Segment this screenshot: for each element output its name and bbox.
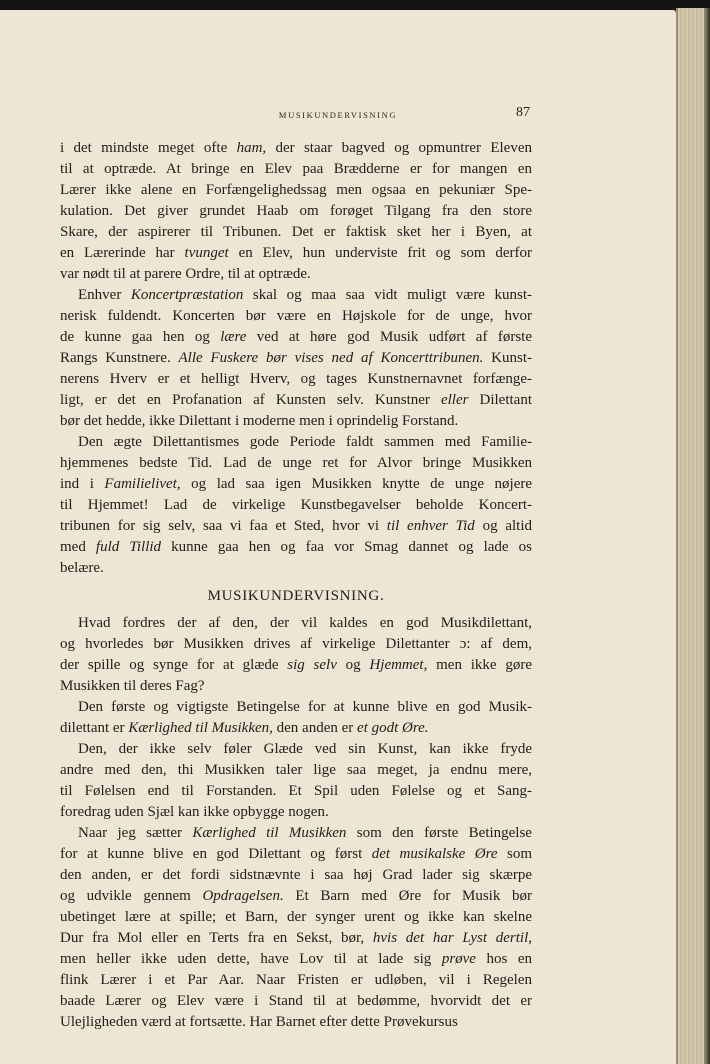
text-run: ligt, er det en Profanation af Kunsten selv. Kunstner	[60, 392, 441, 408]
italic-run: et godt Øre.	[357, 720, 429, 736]
text-run: dilettant er	[60, 720, 129, 736]
paragraph	[60, 739, 532, 823]
text-run: Naar jeg sætter	[78, 825, 193, 841]
text-run: og altid	[474, 518, 532, 534]
text-line	[60, 949, 532, 970]
text-line	[60, 411, 532, 432]
text-run: ubetinget lære at spille; et Barn, der synger urent og ikke kan skelne	[60, 909, 532, 925]
text-line	[60, 781, 532, 802]
text-run: med	[60, 539, 96, 555]
text-run: for at kunne blive en god Dilettant og først	[60, 846, 372, 862]
text-run: til Følelsen end til Forstanden. Et Spil uden Følelse og et Sang-	[60, 783, 532, 799]
text-run: hjemmenes bedste Tid. Lad de unge ret for Alvor bringe Musikken	[60, 455, 532, 471]
text-run: var nødt til at parere Ordre, til at optræde.	[60, 266, 311, 282]
text-run: Dur fra Mol eller en Terts fra en Sekst, bør,	[60, 930, 373, 946]
italic-run: ham,	[236, 140, 267, 156]
text-run: ved at høre god Musik udført af første	[246, 329, 532, 345]
page-number: 87	[516, 105, 530, 120]
body-text	[60, 138, 532, 1033]
text-run: ind i	[60, 476, 105, 492]
text-line	[60, 865, 532, 886]
text-run: og	[336, 657, 370, 673]
text-line	[60, 760, 532, 781]
text-run: men heller ikke uden dette, have Lov til at lade sig	[60, 951, 442, 967]
text-line	[60, 537, 532, 558]
italic-run: eller	[440, 392, 469, 408]
italic-run: sig selv	[287, 657, 337, 673]
text-run: nerisk fuldendt. Koncerten bør være en Højskole for de unge, hvor	[60, 308, 532, 324]
text-run: der staar bagved og opmuntrer Eleven	[266, 140, 532, 156]
text-line	[60, 634, 532, 655]
text-run: Dilettant	[468, 392, 532, 408]
text-run: som den første Betingelse	[346, 825, 532, 841]
text-line	[60, 613, 532, 634]
text-run: der spille og synge for at glæde	[60, 657, 288, 673]
text-run: Skare, der aspirerer til Tribunen. Det er faktisk sket her i Byen, at	[60, 224, 532, 240]
text-line	[60, 180, 532, 201]
text-run: foredrag uden Sjæl kan ikke opbygge nogen.	[60, 804, 329, 820]
text-line	[60, 739, 532, 760]
book-page-edges	[676, 8, 710, 1064]
text-line	[60, 655, 532, 676]
text-run: til at optræde. At bringe en Elev paa Brædderne er for mangen en	[60, 161, 532, 177]
text-run: hos en	[475, 951, 532, 967]
text-line	[60, 697, 532, 718]
text-run: en Elev, hun underviste frit og som derfor	[228, 245, 532, 261]
text-line	[60, 474, 532, 495]
text-run: den anden, er det fordi sidstnævnte i saa høj Grad lader sig skærpe	[60, 867, 532, 883]
italic-run: fuld Tillid	[95, 539, 162, 555]
text-line	[60, 243, 532, 264]
text-line	[60, 306, 532, 327]
text-run: Hvad fordres der af den, der vil kaldes en god Musikdilettant,	[78, 615, 532, 631]
text-run: som	[497, 846, 532, 862]
text-run: de kunne gaa hen og	[60, 329, 221, 345]
italic-run: Opdragelsen.	[202, 888, 284, 904]
paragraph	[60, 697, 532, 739]
text-run: den anden er	[272, 720, 358, 736]
text-line	[60, 928, 532, 949]
text-line	[60, 348, 532, 369]
text-line	[60, 1012, 532, 1033]
text-line	[60, 222, 532, 243]
running-head: MUSIKUNDERVISNING	[278, 110, 398, 120]
text-line	[60, 991, 532, 1012]
italic-run: Alle Fuskere bør vises ned af Koncerttribunen.	[178, 350, 484, 366]
paragraph	[60, 432, 532, 579]
text-run: og udvikle gennem	[60, 888, 203, 904]
text-run: Musikken til deres Fag?	[60, 678, 205, 694]
text-run: Ulejligheden værd at fortsætte. Har Barnet efter dette Prøvekursus	[60, 1014, 458, 1030]
text-line	[60, 327, 532, 348]
text-line	[60, 558, 532, 579]
text-run: Den første og vigtigste Betingelse for at kunne blive en god Musik-	[78, 699, 532, 715]
text-line	[60, 823, 532, 844]
text-run: kunne gaa hen og faa vor Smag dannet og lade os	[161, 539, 532, 555]
italic-run: Familielivet,	[104, 476, 181, 492]
paragraph	[60, 138, 532, 285]
text-run: baade Lærer og Elev være i Stand til at bedømme, hvorvidt det er	[60, 993, 532, 1009]
text-run: nerens Hverv er et helligt Hverv, og tages Kunstnernavnet forfænge-	[60, 371, 532, 387]
paragraph	[60, 285, 532, 432]
italic-run: prøve	[441, 951, 476, 967]
text-line	[60, 285, 532, 306]
text-line	[60, 907, 532, 928]
italic-run: hvis det har Lyst dertil,	[372, 930, 532, 946]
text-line	[60, 676, 532, 697]
text-line	[60, 390, 532, 411]
section-heading: MUSIKUNDERVISNING.	[207, 588, 385, 604]
text-run: Den ægte Dilettantismes gode Periode faldt sammen med Familie-	[78, 434, 532, 450]
text-line	[60, 453, 532, 474]
text-run: og hvorledes bør Musikken drives af virkelige Dilettanter ɔ: af dem,	[60, 636, 532, 652]
text-line	[60, 432, 532, 453]
text-run: Lærer ikke alene en Forfængelighedssag men ogsaa en pekuniær Spe-	[60, 182, 532, 198]
text-run: andre med den, thi Musikken taler lige saa meget, ja endnu mere,	[60, 762, 532, 778]
text-line	[60, 495, 532, 516]
italic-run: Hjemmet,	[369, 657, 428, 673]
text-line	[60, 138, 532, 159]
text-run: Rangs Kunstnere.	[60, 350, 179, 366]
italic-run: tvunget	[184, 245, 229, 261]
italic-run: det musikalske Øre	[371, 846, 498, 862]
text-line	[60, 970, 532, 991]
paragraph	[60, 613, 532, 697]
text-line	[60, 718, 532, 739]
text-run: og lad saa igen Musikken knytte de unge nøjere	[180, 476, 532, 492]
text-line	[60, 264, 532, 285]
text-run: flink Lærer i et Par Aar. Naar Fristen er udløben, vil i Regelen	[60, 972, 532, 988]
italic-run: lære	[220, 329, 247, 345]
text-run: belære.	[60, 560, 104, 576]
text-run: men ikke gøre	[427, 657, 532, 673]
text-run: bør det hedde, ikke Dilettant i moderne men i oprindelig Forstand.	[60, 413, 459, 429]
text-run: en Lærerinde har	[60, 245, 185, 261]
paragraph	[60, 823, 532, 1033]
italic-run: Kærlighed til Musikken,	[128, 720, 273, 736]
text-line	[60, 159, 532, 180]
text-line	[60, 201, 532, 222]
text-run: i det mindste meget ofte	[60, 140, 237, 156]
text-run: Et Barn med Øre for Musik bør	[283, 888, 532, 904]
text-run: Enhver	[78, 287, 131, 303]
italic-run: til enhver Tid	[386, 518, 475, 534]
text-run: Kunst-	[483, 350, 532, 366]
text-line	[60, 886, 532, 907]
text-line	[60, 802, 532, 823]
text-line	[60, 369, 532, 390]
italic-run: Koncertpræstation	[130, 287, 244, 303]
text-run: til Hjemmet! Lad de virkelige Kunstbegavelser beholde Koncert-	[60, 497, 532, 513]
italic-run: Kærlighed til Musikken	[192, 825, 347, 841]
text-line	[60, 516, 532, 537]
text-run: skal og maa saa vidt muligt være kunst-	[243, 287, 532, 303]
text-run: tribunen for sig selv, saa vi faa et Sted, hvor vi	[60, 518, 387, 534]
book-page	[0, 10, 676, 1064]
text-run: kulation. Det giver grundet Haab om forøget Tilgang fra den store	[60, 203, 532, 219]
text-line	[60, 844, 532, 865]
text-run: Den, der ikke selv føler Glæde ved sin Kunst, kan ikke fryde	[78, 741, 532, 757]
